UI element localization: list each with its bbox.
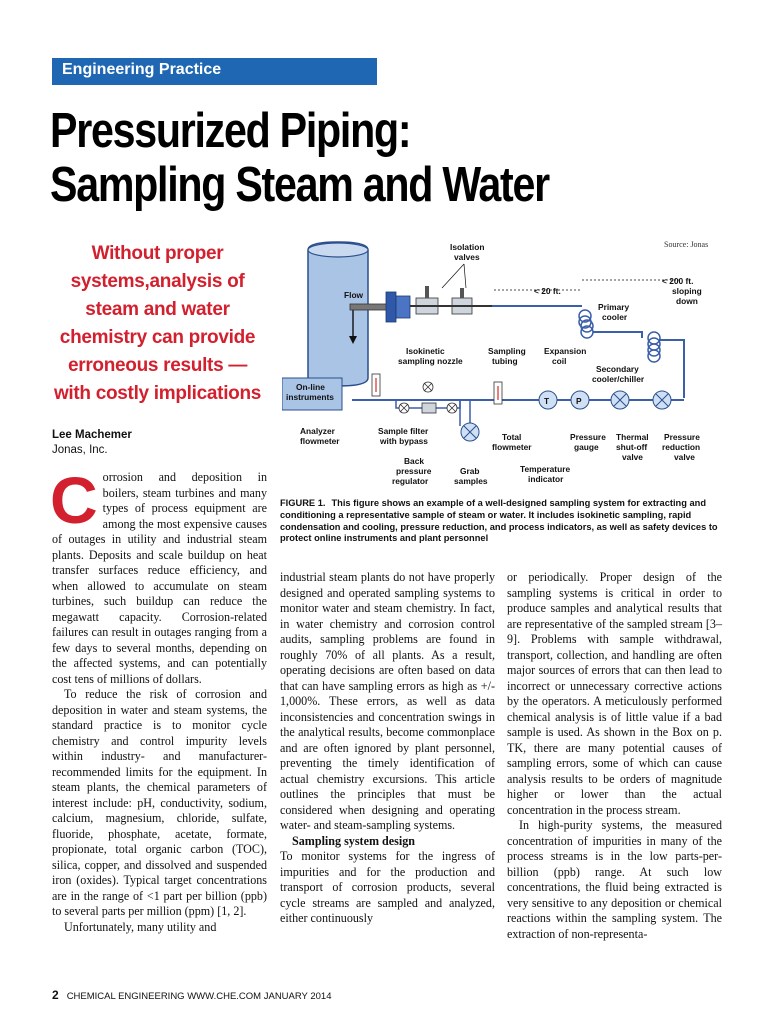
body-column-3 bbox=[507, 570, 722, 942]
nozzle-flange-2 bbox=[396, 296, 410, 318]
label-total-1: Total bbox=[502, 432, 522, 442]
indicator-p-symbol: P bbox=[576, 396, 582, 406]
indicator-t-symbol: T bbox=[544, 396, 550, 406]
label-coil-1: Expansion bbox=[544, 346, 587, 356]
label-primary-2: cooler bbox=[602, 312, 628, 322]
col2-paragraph-2: To monitor systems for the ingress of impurities and for the production and transport of corrosion products, several cycle streams are sampled and analyzed, either continuously bbox=[280, 849, 495, 925]
label-filter-2: with bypass bbox=[380, 436, 428, 446]
col1-paragraph-3: Unfortunately, many utility and bbox=[64, 919, 217, 934]
section-subhead: Sampling system design bbox=[292, 833, 415, 848]
figure-caption bbox=[280, 498, 730, 545]
label-backpressure-3: regulator bbox=[392, 476, 429, 486]
label-isolation-1: Isolation bbox=[450, 242, 485, 252]
label-dist-200-2: sloping bbox=[672, 286, 702, 296]
label-tempind-1: Temperature bbox=[520, 464, 571, 474]
label-backpressure-2: pressure bbox=[396, 466, 432, 476]
label-backpressure-1: Back bbox=[404, 456, 425, 466]
label-secondary-1: Secondary bbox=[596, 364, 639, 374]
section-label: Engineering Practice bbox=[62, 61, 222, 78]
label-dist-200-3: down bbox=[676, 296, 698, 306]
figure-source: Source: Jonas bbox=[664, 240, 709, 249]
isolation-valve-2-stem bbox=[460, 288, 464, 298]
label-isolation-2: valves bbox=[454, 252, 480, 262]
label-pgauge-1: Pressure bbox=[570, 432, 606, 442]
page-number: 2 bbox=[52, 988, 59, 1002]
figure-caption-label: FIGURE 1. bbox=[280, 498, 326, 508]
label-dist-200-1: < 200 ft. bbox=[662, 276, 694, 286]
sample-filter bbox=[422, 403, 436, 413]
nozzle-flange bbox=[386, 292, 396, 322]
label-nozzle-2: sampling nozzle bbox=[398, 356, 463, 366]
byline bbox=[52, 428, 132, 458]
label-primary-1: Primary bbox=[598, 302, 630, 312]
col2-paragraph-1: industrial steam plants do not have properly designed and operated sampling systems to monitor water and steam chemistry. In fact, in water chemistry and corrosion control audits, sampling problems are found in roughly 70% of all plants. As a result, operating decisions are often based on data that can have sampling errors as high as +/- 1,000%. These errors, as well as data inconsistencies and concentration swings in the analytical results, become commonplace and are often ignored by plant personnel, preventing the timely identification of actual chemistry excursions. This article outlines the principles that must be considered when designing and operating water- and steam-sampling systems. bbox=[280, 570, 495, 832]
col3-paragraph-2: In high-purity systems, the measured concentration of impurities in many of the process streams is in the low parts-per-billion (ppb) range. At such low concentrations, the fluid being extracted is very sensitive to any deposition or chemical reactions within the sampling system. The extraction of non-representa- bbox=[507, 818, 722, 941]
label-tubing-1: Sampling bbox=[488, 346, 526, 356]
label-preduction-3: valve bbox=[674, 452, 695, 462]
page-footer bbox=[52, 988, 332, 1002]
body-column-2 bbox=[280, 570, 495, 927]
section-bar bbox=[52, 58, 377, 85]
label-dist-20: < 20 ft. bbox=[534, 286, 561, 296]
article-deck: Without proper systems,analysis of steam and water chemistry can provide erroneous results — with costly implications bbox=[53, 243, 262, 404]
label-coil-2: coil bbox=[552, 356, 567, 366]
isolation-valve-1-stem bbox=[425, 286, 429, 298]
label-tubing-2: tubing bbox=[492, 356, 518, 366]
article-title bbox=[50, 104, 638, 212]
label-filter-1: Sample filter bbox=[378, 426, 429, 436]
label-grab-2: samples bbox=[454, 476, 488, 486]
label-nozzle-1: Isokinetic bbox=[406, 346, 445, 356]
label-online-1: On-line bbox=[296, 382, 325, 392]
label-thermal-2: shut-off bbox=[616, 442, 648, 452]
title-line-1: Pressurized Piping: bbox=[50, 104, 411, 158]
body-column-1 bbox=[50, 463, 267, 935]
label-preduction-2: reduction bbox=[662, 442, 701, 452]
label-total-2: flowmeter bbox=[492, 442, 532, 452]
label-thermal-1: Thermal bbox=[616, 432, 649, 442]
label-analyzer-1: Analyzer bbox=[300, 426, 335, 436]
label-pgauge-2: gauge bbox=[574, 442, 599, 452]
label-online-2: instruments bbox=[286, 392, 334, 402]
label-analyzer-2: flowmeter bbox=[300, 436, 340, 446]
title-line-2: Sampling Steam and Water bbox=[50, 158, 549, 212]
label-grab-1: Grab bbox=[460, 466, 480, 476]
label-secondary-2: cooler/chiller bbox=[592, 374, 645, 384]
col1-paragraph-2: To reduce the risk of corrosion and deposition in water and steam systems, the standard practice is to monitor cycle chemistry and control impurity levels within industry- and manufacturer-recommended limits for the equipment. In steam plants, the chemical parameters of interest include: pH, conductivity, sodium, calcium, magnesium, chloride, sulfate, fluoride, phosphate, acetate, formate, propionate, total organic carbon (TOC), silica, copper, and dissolved and suspended iron (oxides). Typical target concentrations are in the range of <1 part per billion (ppb) to several parts per million (ppm) [1, 2]. bbox=[52, 687, 267, 918]
sampling-system-diagram bbox=[282, 240, 752, 492]
steam-pipe-top bbox=[308, 243, 368, 257]
sampling-nozzle bbox=[350, 304, 388, 310]
author-name: Lee Machemer bbox=[52, 429, 132, 441]
label-tempind-2: indicator bbox=[528, 474, 564, 484]
footer-text: CHEMICAL ENGINEERING WWW.CHE.COM JANUARY 2014 bbox=[66, 991, 332, 1002]
label-preduction-1: Pressure bbox=[664, 432, 700, 442]
steam-pipe-vessel bbox=[308, 242, 368, 386]
label-flow: Flow bbox=[344, 290, 364, 300]
col3-paragraph-1: or periodically. Proper design of the sampling systems is critical in order to produce samples and analytical results that are representative of the sampled stream [3–9]. Problems with sample withdrawal, transport, collection, and handling are often major sources of errors that can then lead to incorrect or unnecessary corrective actions by the operators. A meticulously performed chemical analysis is of little value if a bad sample is used. As shown in the Box on p. TK, there are many potential causes of sampling errors, some of which can cause analysis results to be orders of magnitude higher or lower than the actual concentration in the process stream. bbox=[507, 570, 722, 817]
author-affiliation: Jonas, Inc. bbox=[52, 444, 108, 456]
label-thermal-3: valve bbox=[622, 452, 643, 462]
tubing-to-secondary bbox=[593, 332, 642, 338]
return-line bbox=[660, 340, 684, 398]
drop-cap: C bbox=[50, 463, 98, 537]
figure-caption-text: This figure shows an example of a well-designed sampling system for extracting and conditioning a representative sample of steam or water. It includes isokinetic sampling, rapid condensation and cooling, pressure reduction, and process indicators, as well as safety devices to protect online instruments and plant personnel bbox=[280, 498, 718, 544]
col1-paragraph-1: orrosion and deposition in boilers, steam turbines and many types of process equipment are among the most expensive causes of outages in utility and industrial steam plants. Deposits and scale buildup on heat transfer surfaces reduce efficiency, and when allowed to accumulate on steam turbines, such buildup can reduce the megawatt capacity. Corrosion-related failures can result in outages ranging from a few days to several months, depending on the affected systems, and can potentially cost tens of millions of dollars. bbox=[52, 470, 267, 686]
